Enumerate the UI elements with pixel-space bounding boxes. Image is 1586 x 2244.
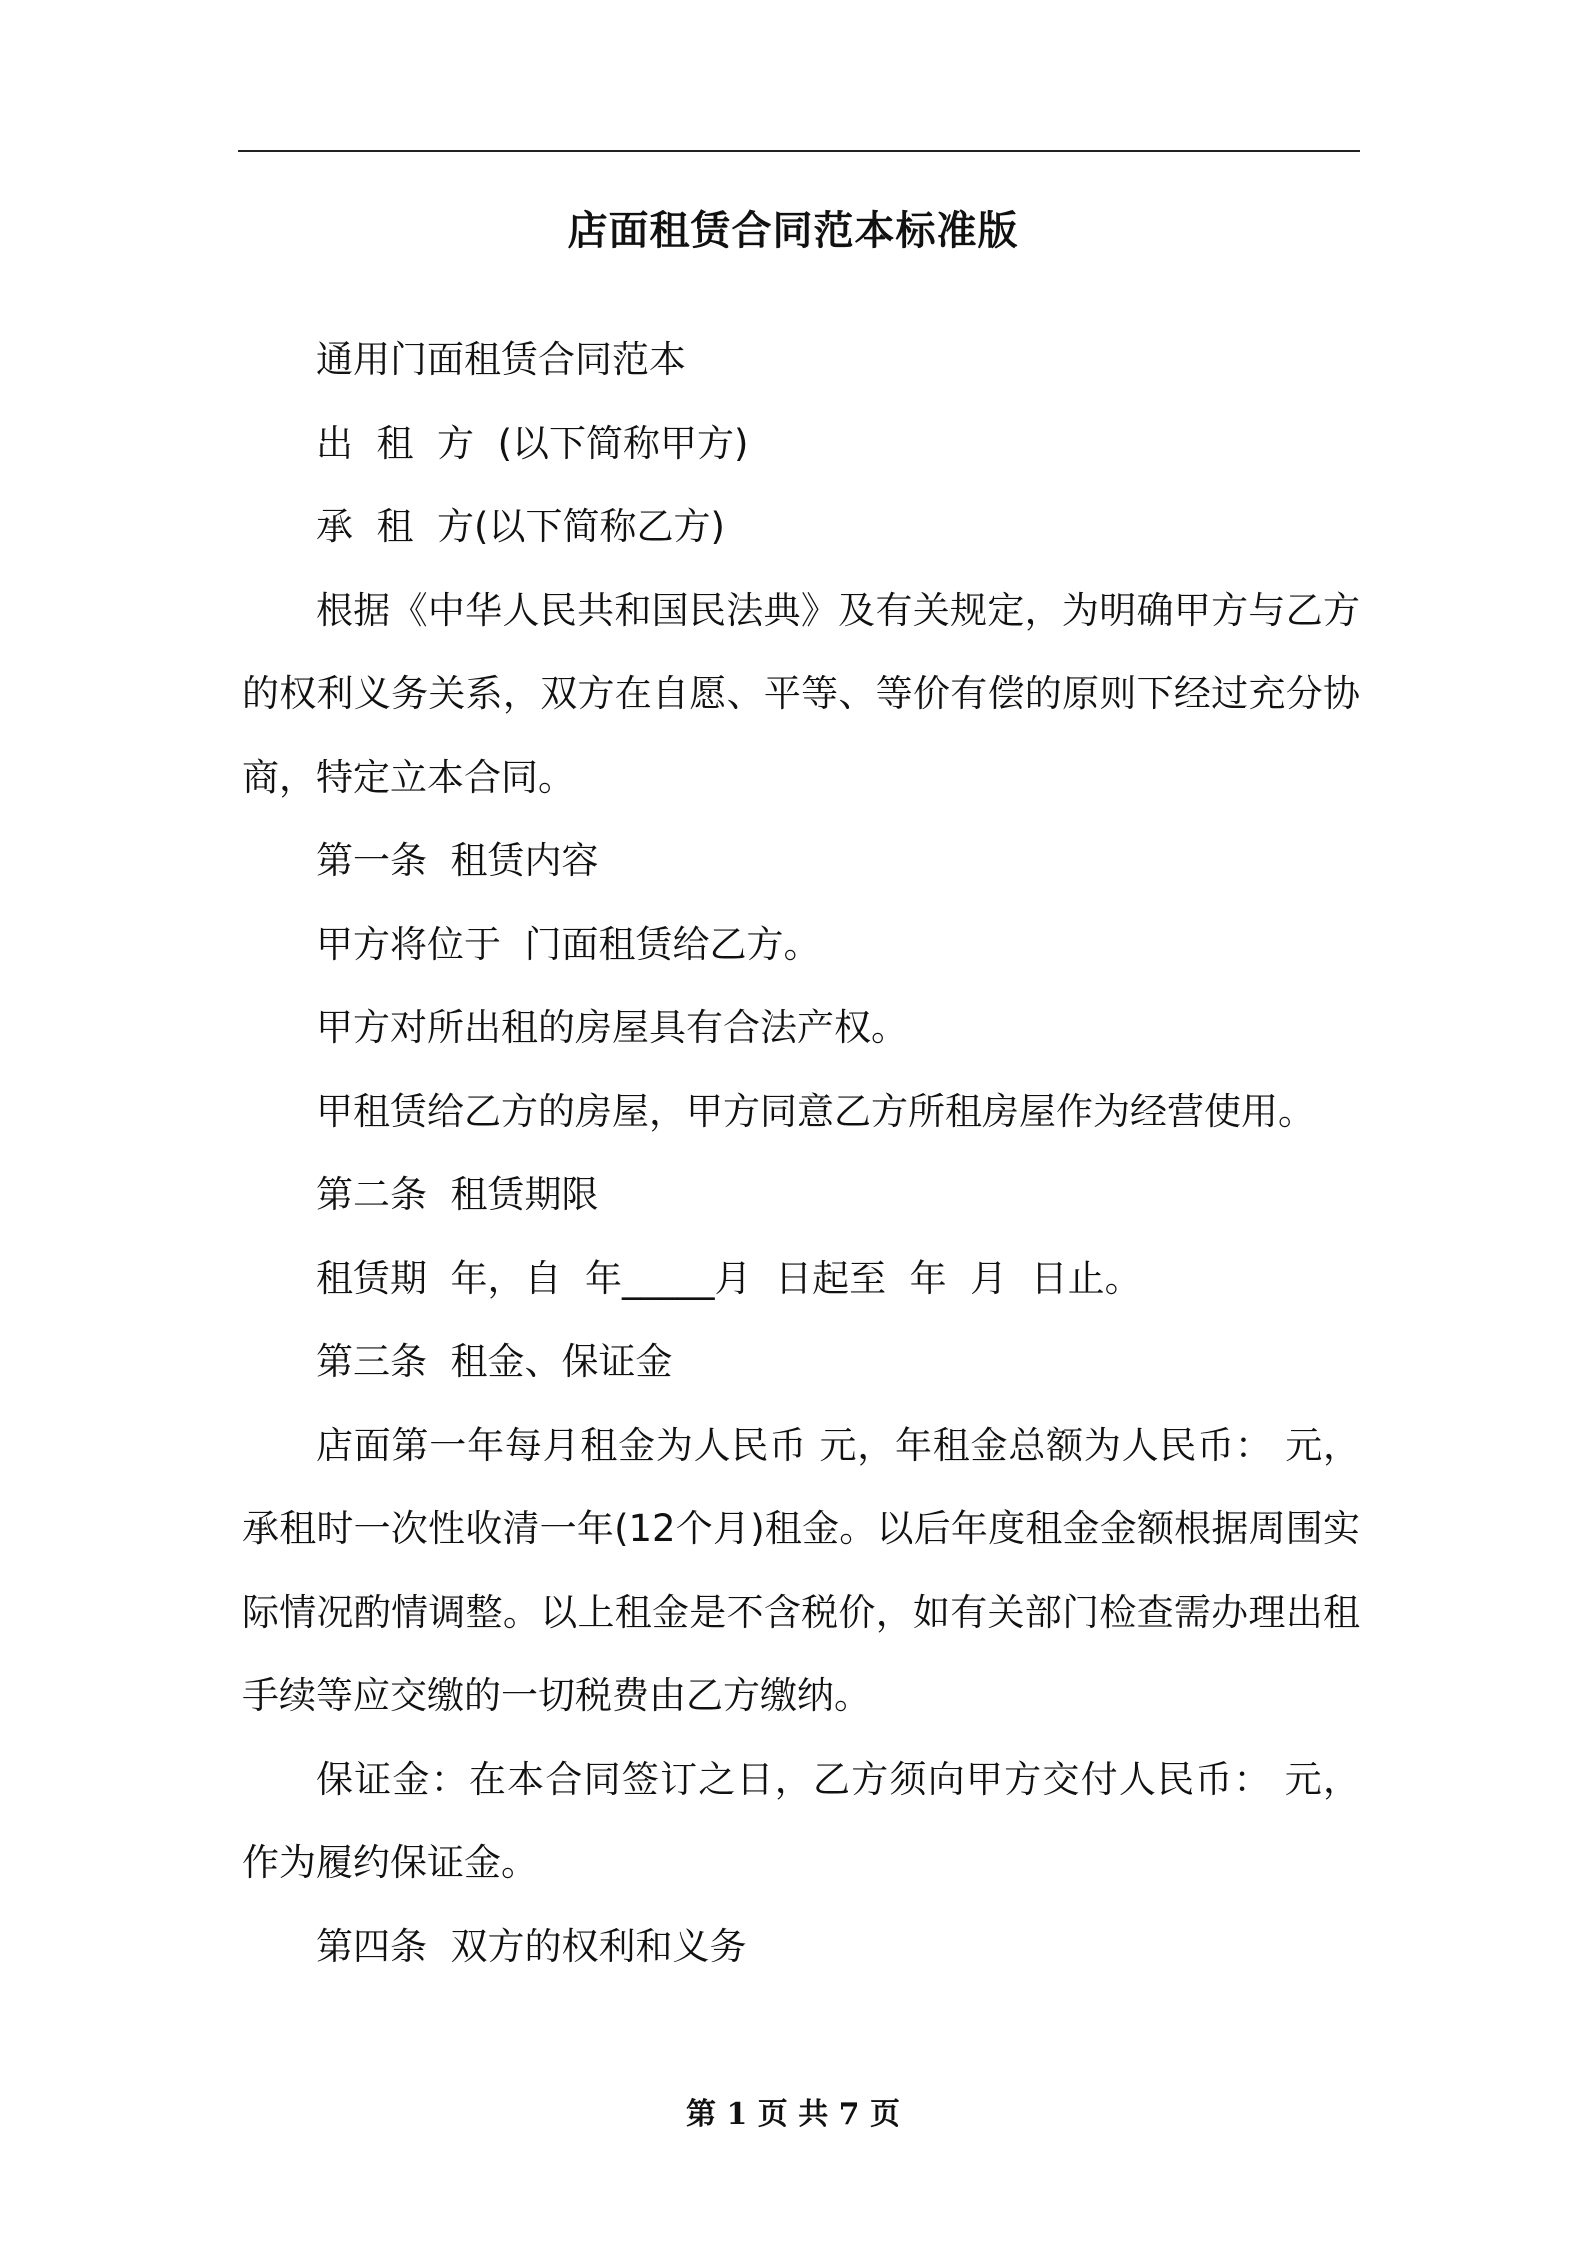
paragraph-property-rights: 甲方对所出租的房屋具有合法产权。: [316, 1006, 908, 1049]
header-rule: [238, 150, 1360, 152]
page-number: 第 1 页 共 7 页: [686, 2097, 900, 2132]
paragraph-lessor: 出 租 方 (以下简称甲方): [316, 421, 749, 465]
document-body: [242, 318, 1360, 1988]
paragraph-lessee: 承 租 方(以下简称乙方): [316, 505, 725, 548]
paragraph-rent: 店面第一年每月租金为人民币 元，年租金总额为人民币： 元，承租时一次性收清一年(12个月)租金。以后年度租金金额根据周围实际情况酌情调整。以上租金是不含税价，如有关部门检查需办理出租手续等应交缴的一切税费由乙方缴纳。: [242, 1423, 1360, 1717]
article-4-heading: 第四条 双方的权利和义务: [316, 1924, 747, 1968]
article-3-heading: 第三条 租金、保证金: [316, 1340, 673, 1383]
paragraph-location: 甲方将位于 门面租赁给乙方。: [316, 922, 821, 966]
paragraph-deposit: 保证金：在本合同签订之日，乙方须向甲方交付人民币： 元，作为履约保证金。: [242, 1757, 1360, 1884]
document-title: 店面租赁合同范本标准版: [567, 208, 1019, 254]
paragraph-term: 租赁期 年，自 年_____月 日起至 年 月 日止。: [316, 1256, 1142, 1300]
article-1-heading: 第一条 租赁内容: [316, 839, 599, 882]
article-2-heading: 第二条 租赁期限: [316, 1173, 599, 1216]
paragraph-usage: 甲租赁给乙方的房屋，甲方同意乙方所租房屋作为经营使用。: [316, 1089, 1315, 1133]
paragraph-preamble: 根据《中华人民共和国民法典》及有关规定，为明确甲方与乙方的权利义务关系，双方在自愿、平等、等价有偿的原则下经过充分协商，特定立本合同。: [242, 588, 1360, 799]
paragraph-subtitle: 通用门面租赁合同范本: [316, 338, 686, 381]
